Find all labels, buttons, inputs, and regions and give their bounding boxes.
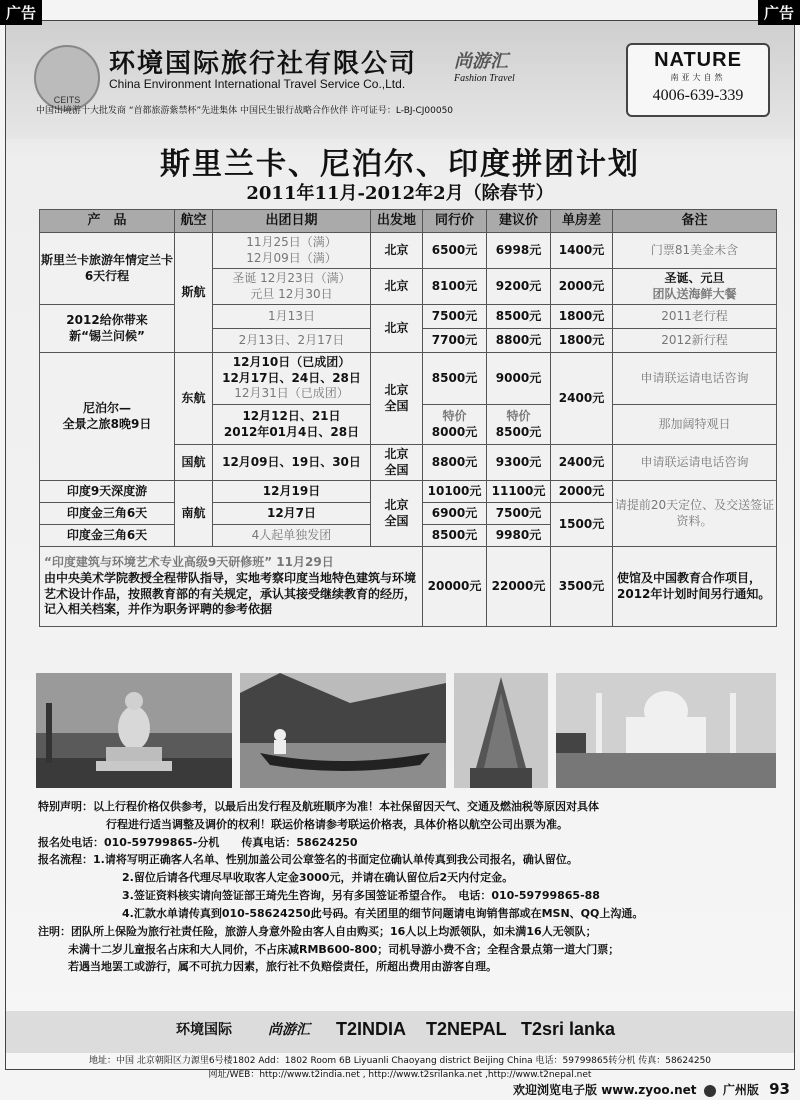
- dates-cell: [213, 405, 371, 445]
- date-line: 11月25日（满）: [246, 234, 337, 249]
- fashion-en: Fashion Travel: [454, 73, 515, 84]
- price-value: 8000元: [431, 424, 478, 439]
- peer-price: 20000元: [423, 547, 487, 627]
- fashion-travel-logo: [454, 47, 536, 97]
- price-value: 8500元: [495, 424, 542, 439]
- single-price: 1400元: [551, 233, 613, 269]
- date-line: 元旦 12月30日: [250, 286, 333, 301]
- process-text: 1.请将写明正确客人名单、性别加盖公司公章签名的书面定位确认单传真到我公司报名，确认留位。: [93, 853, 578, 867]
- suggest-price: 9200元: [487, 269, 551, 305]
- attention-line-3: 若遇当地罢工或游行，属不可抗力因素，旅行社不负赔偿责任，所超出费用由游客自理。: [68, 960, 497, 974]
- product-cell: [40, 353, 175, 481]
- edition-icon: [704, 1085, 716, 1097]
- product-cell: 印度金三角6天: [40, 503, 175, 525]
- product-cell: 印度金三角6天: [40, 525, 175, 547]
- notes-section: [38, 798, 778, 976]
- address-line: 地址：中国 北京朝阳区力源里6号楼1802 Add：1802 Room 6B Liyuanli Chaoyang district Beijing China 电话：59799865转分机 传真：58624250: [88, 1056, 712, 1066]
- dates-cell: [213, 353, 371, 405]
- product-cell: [40, 233, 175, 305]
- company-name-en: China Environment International Travel Service Co.,Ltd.: [109, 77, 406, 91]
- attention-line-2: 未满十二岁儿童报名占床和大人同价，不占床减RMB600-800；司机导游小费不含；全程含景点第一道大门票；: [68, 942, 620, 956]
- buddha-statue-photo: [36, 673, 232, 788]
- remark: 门票81美金未含: [613, 233, 777, 269]
- special-label: 特价: [506, 408, 531, 423]
- depart-line: 北京: [384, 382, 409, 397]
- peer-price: 10100元: [423, 481, 487, 503]
- ad-tag-right: 广告: [758, 0, 800, 25]
- peer-price: [423, 405, 487, 445]
- peer-price: 8500元: [423, 353, 487, 405]
- nature-title: NATURE: [654, 49, 742, 71]
- process-line-2: 2.留位后请各代理尽早收取客人定金3000元，并请在确认留位后2天内付定金。: [122, 871, 514, 885]
- remark: 请提前20天定位、及交送签证资料。: [613, 481, 777, 547]
- table-row: [40, 353, 777, 405]
- licence-line: 中国出境游十大批发商 “首都旅游紫禁杯”先进集体 中国民生银行战略合作伙伴 许可证号：L-BJ-CJ00050: [36, 106, 454, 116]
- tour-table: [39, 209, 777, 627]
- footer-logo-t2nepal: T2NEPAL: [426, 1019, 507, 1039]
- ad-frame: [5, 20, 795, 1080]
- attention-line-1: [38, 923, 778, 941]
- table-header-row: [40, 210, 777, 233]
- study-title: “印度建筑与环境艺术专业高级9天研修班” 11月29日: [44, 555, 334, 570]
- single-price: 1800元: [551, 329, 613, 353]
- table-row: [40, 481, 777, 503]
- ad-tag-left: 广告: [0, 0, 42, 25]
- single-price: 2400元: [551, 353, 613, 445]
- header: [6, 21, 794, 139]
- process-line-4: 4.汇款水单请传真到010-58624250此号码。有关团里的细节问题请电询销售部或在MSN、QQ上沟通。: [122, 906, 644, 920]
- dates-cell: [213, 233, 371, 269]
- depart-cell: 北京: [371, 305, 423, 353]
- depart-line: 全国: [384, 513, 409, 528]
- special-label: 特价: [442, 408, 467, 423]
- web-line: 网址/WEB：http://www.t2india.net , http://www.t2srilanka.net ,http://www.t2nepal.net: [208, 1069, 592, 1080]
- single-price: 1800元: [551, 305, 613, 329]
- suggest-price: 7500元: [487, 503, 551, 525]
- depart-line: 全国: [384, 398, 409, 413]
- depart-cell: 北京: [371, 233, 423, 269]
- footer-logo-fashion: 尚游汇: [268, 1021, 310, 1037]
- photo-strip: [36, 673, 776, 788]
- dates-cell: [213, 269, 371, 305]
- process-line-1: [38, 851, 778, 869]
- suggest-price: 8800元: [487, 329, 551, 353]
- remark: 那加阔特观日: [613, 405, 777, 445]
- remark: 2011老行程: [613, 305, 777, 329]
- fashion-cn: 尚游汇: [454, 51, 508, 72]
- suggest-price: 9000元: [487, 353, 551, 405]
- special-statement-cont: 行程进行适当调整及调价的权利！联运价格请参考联运价格表，具体价格以航空公司出票为准。: [106, 817, 568, 831]
- nature-phone: 4006-639-339: [652, 87, 744, 104]
- remark: 申请联运请电话咨询: [613, 353, 777, 405]
- col-suggest-price: 建议价: [487, 210, 551, 233]
- product-line: 2012给你带来: [66, 312, 148, 327]
- dates-cell: 12月7日: [213, 503, 371, 525]
- page-footer: [513, 1080, 790, 1098]
- depart-line: 全国: [384, 462, 409, 477]
- nature-logo: [626, 43, 770, 117]
- taj-mahal-photo: [556, 673, 776, 788]
- footer-logo-ceits: 环境国际: [176, 1021, 232, 1037]
- ceits-logo-icon: [34, 45, 100, 111]
- table-row: [40, 233, 777, 269]
- special-text: 以上行程价格仅供参考，以最后出发行程及航班顺序为准！本社保留因天气、交通及燃油税等原因对具体: [93, 800, 599, 813]
- single-price: 3500元: [551, 547, 613, 627]
- single-price: 2400元: [551, 445, 613, 481]
- peer-price: 6900元: [423, 503, 487, 525]
- product-cell: [40, 305, 175, 353]
- page-subtitle: 2011年11月-2012年2月（除春节）: [246, 183, 554, 204]
- remark-line: 团队送海鲜大餐: [652, 286, 737, 301]
- attention-text: 团队所上保险为旅行社责任险，旅游人身意外险由客人自由购买；16人以上均派领队，如未满16人无领队；: [71, 924, 597, 938]
- peer-price: 6500元: [423, 233, 487, 269]
- remark: 使馆及中国教育合作项目，2012年计划时间另行通知。: [613, 547, 777, 627]
- suggest-price: 9980元: [487, 525, 551, 547]
- date-line: 12月10日（已成团）: [232, 355, 351, 370]
- col-product: 产 品: [40, 210, 175, 233]
- depart-cell: [371, 353, 423, 445]
- page-number: 93: [769, 1080, 790, 1098]
- depart-cell: [371, 445, 423, 481]
- dates-cell: 2月13日、2月17日: [213, 329, 371, 353]
- product-name: 斯里兰卡旅游年情定兰卡6天行程: [40, 252, 173, 283]
- dates-cell: 4人起单独发团: [213, 525, 371, 547]
- remark: [613, 269, 777, 305]
- hindu-temple-photo: [454, 673, 548, 788]
- airline-cell: 南航: [175, 481, 213, 547]
- table-row: [40, 547, 777, 627]
- peer-price: 8100元: [423, 269, 487, 305]
- product-line: 新“锡兰问候”: [69, 328, 145, 343]
- suggest-price: 8500元: [487, 305, 551, 329]
- peer-price: 8800元: [423, 445, 487, 481]
- airline-cell: 国航: [175, 445, 213, 481]
- airline-cell: 东航: [175, 353, 213, 445]
- airline-cell: 斯航: [175, 233, 213, 353]
- process-label: 报名流程：: [38, 853, 93, 867]
- table-row: [40, 305, 777, 329]
- footer-logo-t2india: T2INDIA: [336, 1019, 407, 1039]
- date-line: 12月12日、21日: [242, 408, 341, 423]
- date-line: 12月17日、24日、28日: [222, 370, 361, 385]
- suggest-price: 22000元: [487, 547, 551, 627]
- depart-line: 北京: [384, 497, 409, 512]
- date-line: 2012年01月4日、28日: [223, 424, 360, 439]
- dates-cell: 12月09日、19日、30日: [213, 445, 371, 481]
- suggest-price: 11100元: [487, 481, 551, 503]
- product-line: 尼泊尔—: [82, 400, 131, 415]
- edition-label: 广州版: [722, 1083, 759, 1097]
- lake-boat-photo: [240, 673, 446, 788]
- peer-price: 7700元: [423, 329, 487, 353]
- footer-logo-t2srilanka: T2sri lanka: [521, 1019, 616, 1039]
- special-statement: [38, 798, 778, 816]
- col-peer-price: 同行价: [423, 210, 487, 233]
- page-title: 斯里兰卡、尼泊尔、印度拼团计划: [160, 147, 640, 182]
- suggest-price: 9300元: [487, 445, 551, 481]
- depart-cell: [371, 481, 423, 547]
- address-block: [6, 1055, 794, 1082]
- date-line: 12月31日（已成团）: [234, 386, 349, 401]
- suggest-price: [487, 405, 551, 445]
- phone-line: 报名处电话：010-59799865-分机 传真电话：58624250: [38, 835, 358, 849]
- single-price: 2000元: [551, 481, 613, 503]
- special-label: 特别声明：: [38, 800, 93, 813]
- study-program-cell: [40, 547, 423, 627]
- depart-cell: 北京: [371, 269, 423, 305]
- dates-cell: 12月19日: [213, 481, 371, 503]
- footer-logos: [6, 1011, 794, 1053]
- study-desc: 由中央美术学院教授全程带队指导，实地考察印度当地特色建筑与环境艺术设计作品，按照教育部的有关规定，承认其接受继续教育的经历，记入相关档案，并作为职务评聘的参考依据: [44, 570, 417, 617]
- date-line: 圣诞 12月23日（满）: [232, 270, 351, 285]
- product-cell: 印度9天深度游: [40, 481, 175, 503]
- process-line-3: 3.签证资料核实请向签证部王琦先生咨询，另有多国签证希望合作。 电话：010-59799865-88: [122, 889, 600, 903]
- logo-text: CEITS: [53, 95, 81, 105]
- company-name-cn: 环境国际旅行社有限公司: [109, 49, 418, 79]
- remark: 2012新行程: [613, 329, 777, 353]
- col-remarks: 备注: [613, 210, 777, 233]
- col-single-supplement: 单房差: [551, 210, 613, 233]
- peer-price: 8500元: [423, 525, 487, 547]
- product-line: 全景之旅8晚9日: [62, 416, 152, 431]
- single-price: 2000元: [551, 269, 613, 305]
- single-price: 1500元: [551, 503, 613, 547]
- nature-sub: 南亚大自然: [670, 73, 726, 82]
- suggest-price: 6998元: [487, 233, 551, 269]
- peer-price: 7500元: [423, 305, 487, 329]
- footer-website: 欢迎浏览电子版 www.zyoo.net: [513, 1083, 697, 1097]
- date-line: 12月09日（满）: [246, 250, 337, 265]
- attention-label: 注明：: [38, 924, 71, 938]
- col-dates: 出团日期: [213, 210, 371, 233]
- depart-line: 北京: [384, 446, 409, 461]
- col-airline: 航空: [175, 210, 213, 233]
- dates-cell: 1月13日: [213, 305, 371, 329]
- col-depart: 出发地: [371, 210, 423, 233]
- remark: 申请联运请电话咨询: [613, 445, 777, 481]
- remark-line: 圣诞、元旦: [664, 270, 725, 285]
